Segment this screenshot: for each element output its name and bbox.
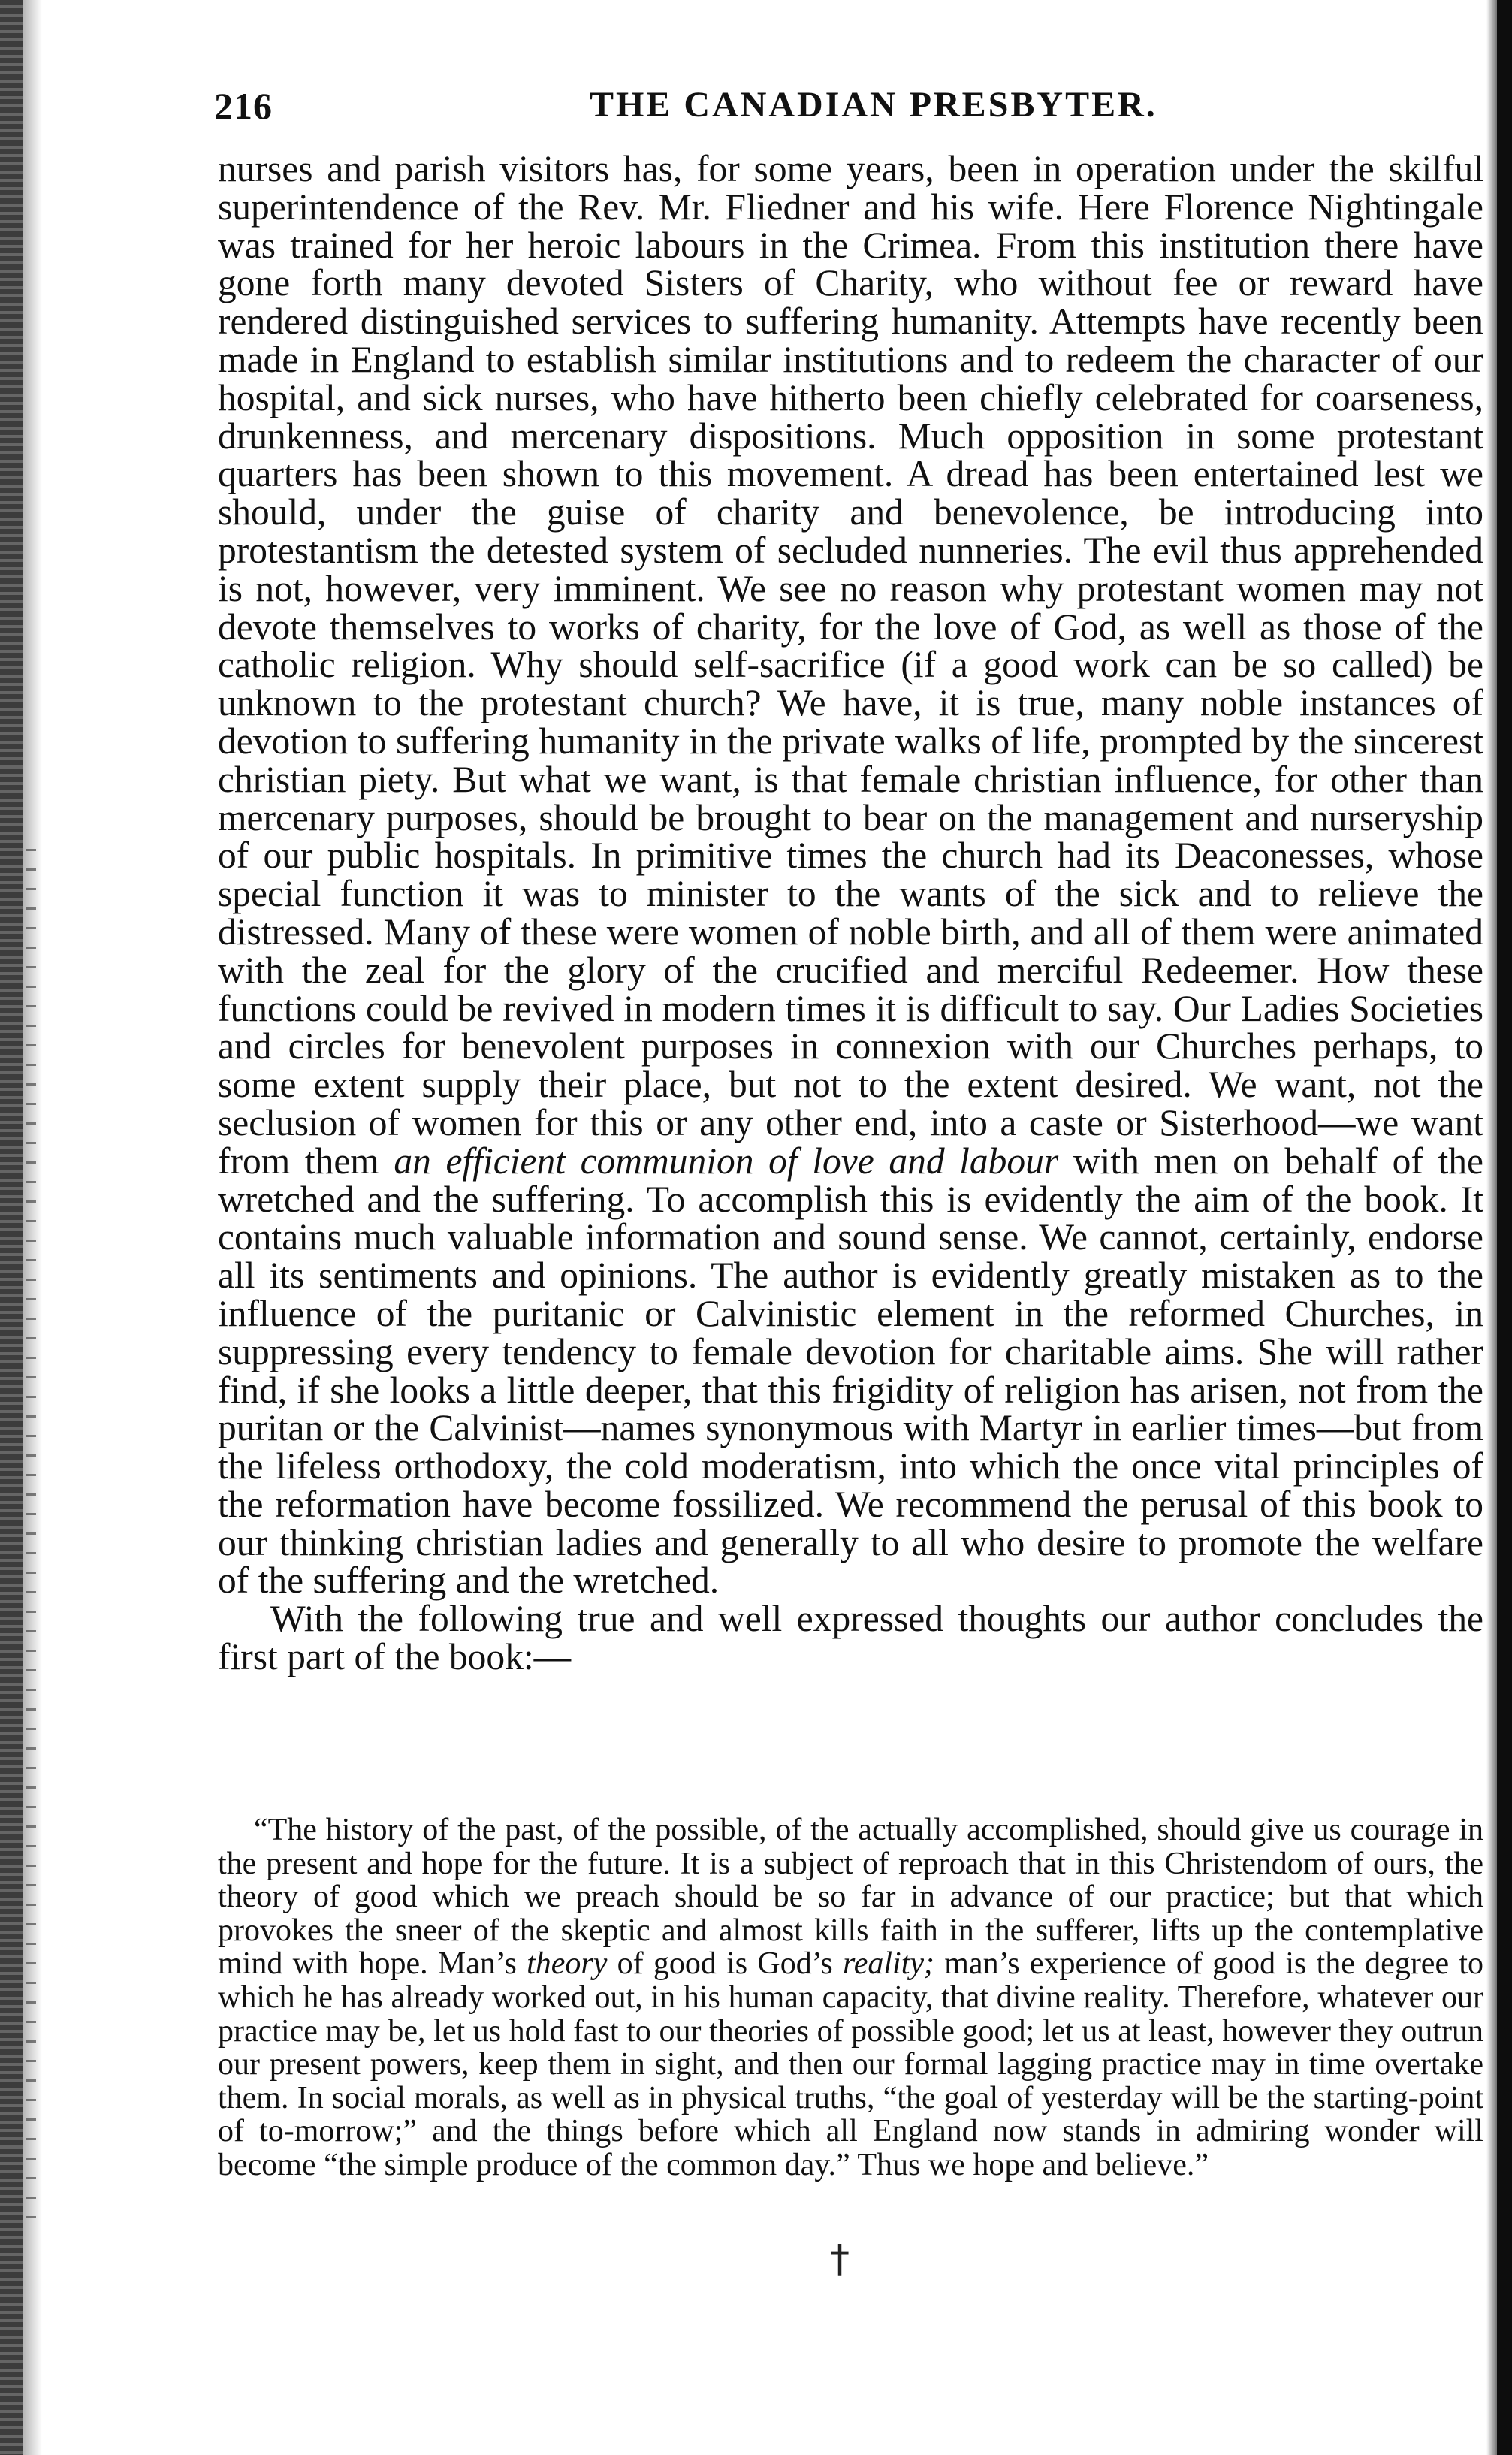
body-paragraph-2: With the following true and well expressed thoughts our author concludes the first part of the book:—	[218, 1598, 1483, 1678]
paragraph-1-text-b: with men on behalf of the wretched and the suffering. To accomplish this is evidently the aim of the book. It contains much valuable information and sound sense. We cannot, certainly, endorse all its sentiments and opinions. The author is evidently greatly mistaken as to the influence of the puritanic or Calvinistic element in the reformed Churches, in suppressing every tendency to female devotion for charitable aims. She will rather find, if she looks a little deeper, that this frigidity of religion has arisen, not from the puritan or the Calvinist—names synonymous with Martyr in earlier times—but from the lifeless orthodoxy, the cold moderatism, into which the once vital principles of the reformation have become fossilized. We recommend the perusal of this book to our thinking christian ladies and generally to all who desire to promote the welfare of the suffering and the wretched.	[218, 1140, 1483, 1602]
block-quotation	[218, 1813, 1483, 2182]
quotation-paragraph	[218, 1813, 1483, 2182]
page-header	[214, 84, 1491, 137]
running-title: THE CANADIAN PRESBYTER.	[590, 85, 1157, 125]
page-number: 216	[214, 85, 273, 127]
quotation-italic-theory: theory	[527, 1946, 608, 1982]
quotation-italic-reality: reality;	[842, 1946, 935, 1982]
binding-shadow	[0, 0, 23, 2455]
right-scan-shadow	[1486, 0, 1497, 2455]
paragraph-1-text-a: nurses and parish visitors has, for some years, been in operation under the skilful superintendence of the Rev. Mr. Fliedner and his wife. Here Florence Nightingale was trained for her heroic labours in the Crimea. From this institution there have gone forth many devoted Sisters of Charity, who without fee or reward have rendered distinguished services to suffering humanity. Attempts have recently been made in England to establish similar institutions and to redeem the character of our hospital, and sick nurses, who have hitherto been chiefly celebrated for coarseness, drunkenness, and mercenary dispositions. Much opposition in some protestant quarters has been shown to this movement. A dread has been entertained lest we should, under the guise of charity and benevolence, be introducing into protestantism the detested system of secluded nunneries. The evil thus apprehended is not, however, very imminent. We see no reason why protestant women may not devote themselves to works of charity, for the love of God, as well as those of the catholic religion. Why should self-sacrifice (if a good work can be so called) be unknown to the protestant church? We have, it is true, many noble instances of devotion to suffering humanity in the private walks of life, prompted by the sincerest christian piety. But what we want, is that female christian influence, for other than mercenary purposes, should be brought to bear on the management and nurseryship of our public hospitals. In primitive times the church had its Deaconesses, whose special function it was to minister to the wants of the sick and to relieve the distressed. Many of these were women of noble birth, and all of them were animated with the zeal for the glory of the crucified and merciful Redeemer. How these functions could be revived in modern times it is difficult to say. Our Ladies Societies and circles for benevolent purposes in connexion with our Churches perhaps, to some extent supply their place, but not to the extent desired. We want, not the seclusion of women for this or any other end, into a caste or Sisterhood—we want from them	[218, 148, 1483, 1182]
quotation-text-a: “The history of the past, of the possible, of the actually accomplished, should give us courage in the present and hope for the future. It is a subject of reproach that in this Christendom of ours, the theory of good which we preach should be so far in advance of our practice; but that which provokes the sneer of the skeptic and almost kills faith in the sufferer, lifts up the contemplative mind with hope. Man’s	[218, 1813, 1483, 1982]
scan-edge-marks	[26, 849, 36, 2231]
body-paragraph-1	[218, 150, 1483, 1600]
quotation-text-c: man’s experience of good is the degree to which he has already worked out, in his human capacity, that divine reality. Therefore, whatever our practice may be, let us hold fast to our theories of possible good; let us at least, however they outrun our present powers, keep them in sight, and then our formal lagging practice may in time overtake them. In social morals, as well as in physical truths, “the goal of yesterday will be the starting-point of to-morrow;” and the things before which all England now stands in admiring wonder will become “the simple produce of the common day.” Thus we hope and believe.”	[218, 1946, 1483, 2182]
right-scan-edge	[1497, 0, 1512, 2455]
article-body	[218, 150, 1483, 1677]
paragraph-1-emphasis: an efficient communion of love and labour	[394, 1140, 1059, 1182]
end-mark: †	[830, 2237, 850, 2282]
quotation-text-b: of good is God’s	[607, 1946, 843, 1982]
